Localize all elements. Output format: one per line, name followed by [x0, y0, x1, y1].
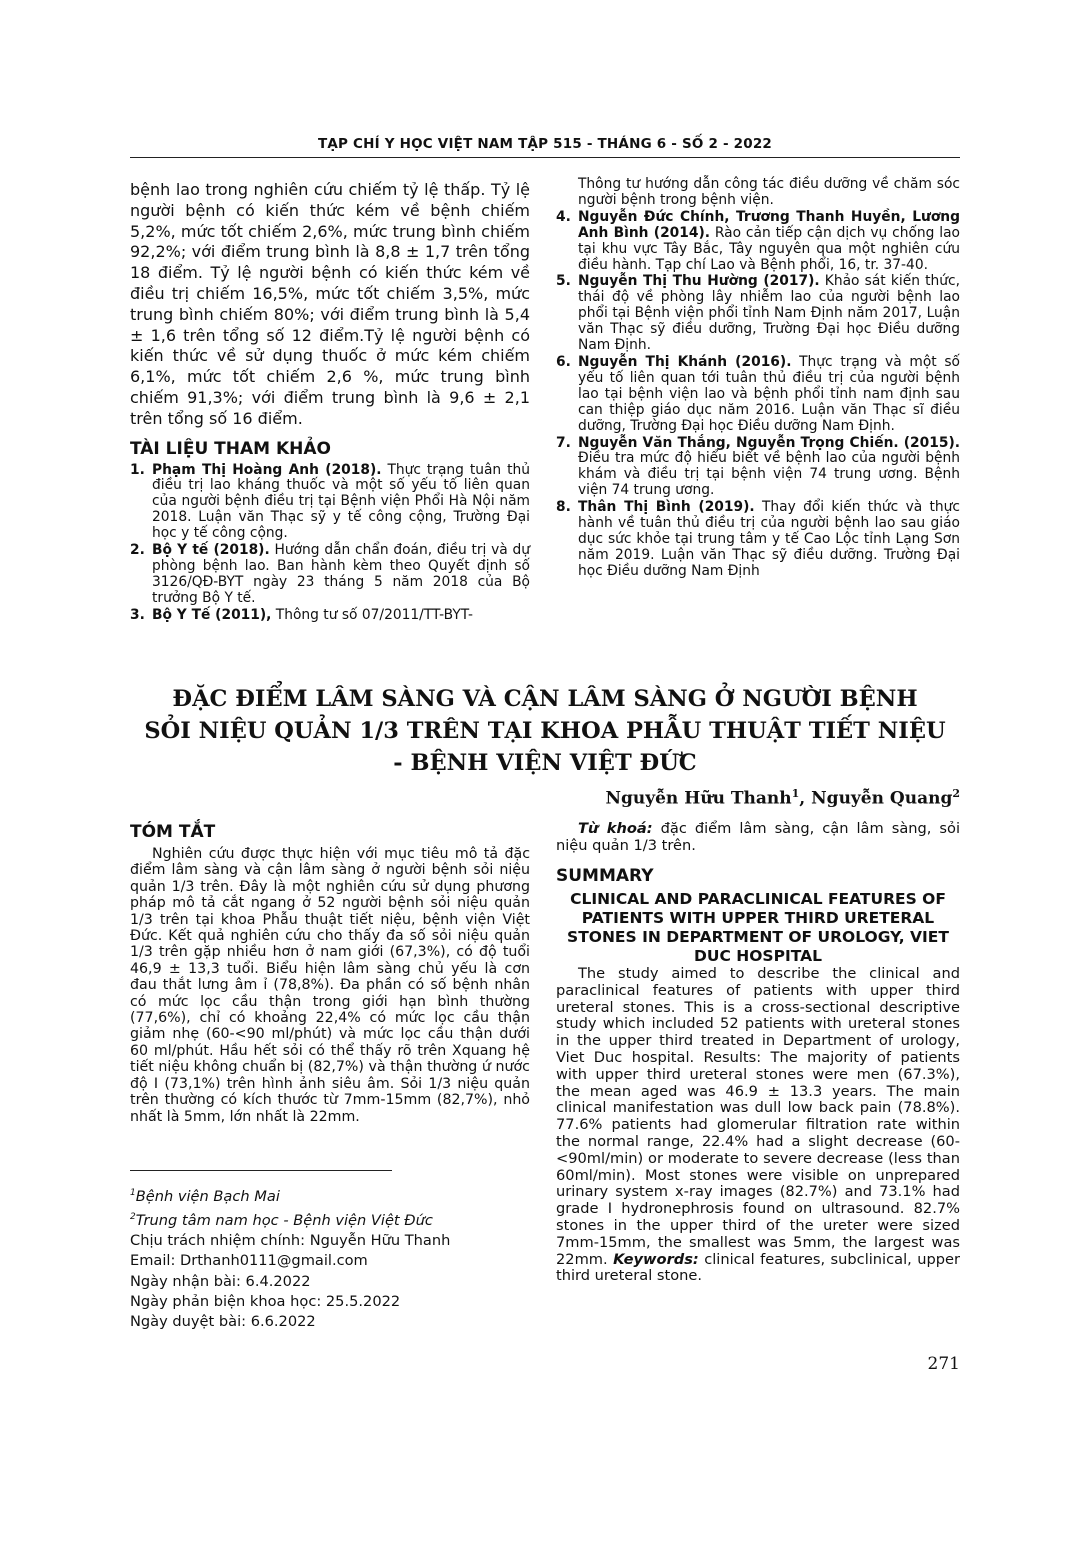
footnote-divider — [130, 1170, 392, 1171]
summary-en-subtitle: CLINICAL AND PARACLINICAL FEATURES OF PATIENTS WITH UPPER THIRD URETERAL STONES IN DEPARTMENT OF UROLOGY, VIET DUC HOSPITAL — [567, 890, 949, 965]
references-title: TÀI LIỆU THAM KHẢO — [130, 438, 331, 459]
email: Email: Drthanh0111@gmail.com — [130, 1252, 368, 1270]
author-name: Nguyễn Quang — [811, 788, 953, 809]
affiliation-1: $^1$Bệnh viện Bạch Mai — [130, 1187, 280, 1205]
article-title-line: SỎI NIỆU QUẢN 1/3 TRÊN TẠI KHOA PHẪU THUẬT TIẾT NIỆU — [144, 718, 946, 744]
references-list-left — [130, 463, 530, 624]
author-name: Nguyễn Hữu Thanh — [605, 788, 792, 809]
author-affiliation-mark: 2 — [952, 787, 960, 800]
left-column-top — [130, 180, 530, 625]
corresponding-author: Chịu trách nhiệm chính: Nguyễn Hữu Thanh — [130, 1232, 451, 1250]
keywords-en-text: clinical features, subclinical, upper third ureteral stone. — [556, 1250, 961, 1285]
article-title-line: ĐẶC ĐIỂM LÂM SÀNG VÀ CẬN LÂM SÀNG Ở NGƯỜI BỆNH — [172, 686, 918, 712]
header-divider — [130, 157, 960, 158]
references-list-right — [556, 177, 960, 580]
conclusion-paragraph: bệnh lao trong nghiên cứu chiếm tỷ lệ thấp. Tỷ lệ người bệnh có kiến thức kém về bệnh chiếm 5,2%, mức tốt chiếm 2,6%, mức trung bình chiếm 92,2%; với điểm trung bình là 8,8 ± 1,7 trên tổng 18 điểm. Tỷ lệ người bệnh có kiến thức kém về điều trị chiếm 16,5%, mức tốt chiếm 3,5%, mức trung bình chiếm 80%; với điểm trung bình là 5,4 ± 1,6 trên tổng số 12 điểm.Tỷ lệ người bệnh có kiến thức về sử dụng thuốc ở mức kém chiếm 6,1%, mức tốt chiếm 2,6 %, mức trung bình chiếm 91,3%; với điểm trung bình là 9,6 ± 2,1 trên tổng số 16 điểm. — [130, 180, 530, 428]
page-number: 271 — [927, 1354, 960, 1374]
summary-en-title: SUMMARY — [556, 866, 654, 886]
left-column-bottom — [130, 822, 530, 1125]
received-date: Ngày nhận bài: 6.4.2022 — [130, 1272, 311, 1290]
accepted-date: Ngày duyệt bài: 6.6.2022 — [130, 1312, 316, 1330]
reference-item: 7. Nguyễn Văn Thắng, Nguyễn Trọng Chiến. (2015). Điều tra mức độ hiểu biết về bệnh lao của người bệnh khám và điều trị tại bệnh viện 74 trung ương. Bệnh viện 74 trung ương. — [556, 434, 960, 499]
right-column-bottom — [556, 820, 960, 1285]
article-title-line: - BỆNH VIỆN VIỆT ĐỨC — [393, 750, 697, 776]
reference-item-continuation: Thông tư hướng dẫn công tác điều dưỡng về chăm sóc người bệnh trong bệnh viện. — [578, 176, 960, 208]
journal-header: TẠP CHÍ Y HỌC VIỆT NAM TẬP 515 - THÁNG 6 - SỐ 2 - 2022 — [317, 136, 773, 152]
reference-item: 3. Bộ Y Tế (2011), Thông tư số 07/2011/TT-BYT- — [130, 606, 473, 623]
footnotes — [130, 1183, 530, 1332]
summary-en-text: The study aimed to describe the clinical and paraclinical features of patients with upper third ureteral stones. This is a cross-sectional descriptive study which included 52 patients with ureteral stones in the upper third treated in Department of urology, Viet Duc hospital. Results: The majority of patients with upper third ureteral stones were men (67.3%), the mean aged was 46.9 ± 13.3 years. The main clinical manifestation was dull low back pain (78.8%). 77.6% patients had glomerular filtration rate within the normal range, 22.4% had a slight decrease (60-<90ml/min) or moderate to severe decrease (less than 60ml/min). Most stones were visible on unprepared urinary system x-ray images (82.7%) and 73.1% had grade I hydronephrosis found on ultrasound. 82.7% stones in the upper third of the ureter were sized 7mm-15mm, the smallest was 5mm, the largest was 22mm. Keywords: clinical features, subclinical, upper third ureteral stone. — [556, 965, 961, 1285]
reference-item: 4. Nguyễn Đức Chính, Trương Thanh Huyền, Lương Anh Bình (2014). Rào cản tiếp cận dịch vụ chống lao tại khu vực Tây Bắc, Tây nguyên qua một nghiên cứu điều hành. Tạp chí Lao và Bệnh phổi, 16, tr. 37-40. — [556, 208, 960, 273]
keywords-en-label: Keywords: — [613, 1250, 699, 1268]
reference-item: 1. Phạm Thị Hoàng Anh (2018). Thực trạng tuân thủ điều trị lao kháng thuốc và một số yếu tố liên quan của người bệnh điều trị tại Bệnh viện Phổi Hà Nội năm 2018. Luận văn Thạc sỹ y tế công cộng, Trường Đại học y tế công cộng. — [130, 461, 530, 542]
right-column-top — [556, 177, 960, 581]
reference-item: 6. Nguyễn Thị Khánh (2016). Thực trạng và một số yếu tố liên quan tới tuân thủ điều trị của người bệnh lao tại bệnh viện lao và bệnh phổi tỉnh nam định sau can thiệp giáo dục năm 2016. Luận văn Thạc sĩ điều dưỡng, Trường Đại học Điều dưỡng Nam Định. — [556, 353, 960, 434]
reviewed-date: Ngày phản biện khoa học: 25.5.2022 — [130, 1292, 401, 1310]
summary-vi-text: Nghiên cứu được thực hiện với mục tiêu mô tả đặc điểm lâm sàng và cận lâm sàng ở người bệnh sỏi niệu quản 1/3 trên. Đây là một nghiên cứu sử dụng phương pháp mô tả cắt ngang ở 52 người bệnh sỏi niệu quản 1/3 trên tại khoa Phẫu thuật tiết niệu, bệnh viện Việt Đức. Kết quả nghiên cứu cho thấy đa số sỏi niệu quản 1/3 trên gặp nhiều hơn ở nam giới (67,3%), có độ tuổi 46,9 ± 13,3 tuổi. Biểu hiện lâm sàng chủ yếu là cơn đau thắt lưng âm ỉ (78,8%). Đa phần có số bệnh nhân có mức lọc cầu thận trong giới hạn bình thường (77,6%), chỉ có khoảng 22,4% có mức lọc cầu thận giảm nhẹ (60-<90 ml/phút) và mức lọc cầu thận dưới 60 ml/phút. Hầu hết sỏi có thể thấy rõ trên Xquang hệ tiết niệu không chuẩn bị (82,7%) và thận thường ứ nước độ I (73,1%) trên hình ảnh siêu âm. Sỏi 1/3 niệu quản trên thường có kích thước từ 7mm-15mm (82,7%), nhỏ nhất là 5mm, lớn nhất là 22mm. — [130, 846, 530, 1125]
reference-item: 8. Thân Thị Bình (2019). Thay đổi kiến thức và thực hành về tuân thủ điều trị của người bệnh lao sau giáo dục sức khỏe tại trung tâm y tế Cao Lộc tỉnh Lạng Sơn năm 2019. Luận văn Thạc sỹ điều dưỡng. Trường Đại học Điều dưỡng Nam Định — [556, 499, 960, 579]
reference-item: 2. Bộ Y tế (2018). Hướng dẫn chẩn đoán, điều trị và dự phòng bệnh lao. Ban hành kèm theo Quyết định số 3126/QĐ-BYT ngày 23 tháng 5 năm 2018 của Bộ trưởng Bộ Y tế. — [130, 542, 530, 606]
article-title — [130, 683, 960, 779]
affiliation-2: $^2$Trung tâm nam học - Bệnh viện Việt Đức — [130, 1211, 433, 1229]
reference-item: 5. Nguyễn Thị Thu Hường (2017). Khảo sát kiến thức, thái độ về phòng lây nhiễm lao của người bệnh lao phổi tại Bệnh viện phổi tỉnh Nam Định năm 2017, Luận văn Thạc sỹ điều dưỡng, Trường Đại học Điều dưỡng Nam Định. — [556, 273, 960, 354]
author-affiliation-mark: 1 — [791, 787, 800, 800]
summary-vi-title: TÓM TẮT — [130, 822, 216, 842]
keywords-vi: Từ khoá: đặc điểm lâm sàng, cận lâm sàng, sỏi niệu quản 1/3 trên. — [556, 820, 961, 854]
author-separator: , — [799, 788, 812, 809]
author-line — [605, 787, 960, 809]
